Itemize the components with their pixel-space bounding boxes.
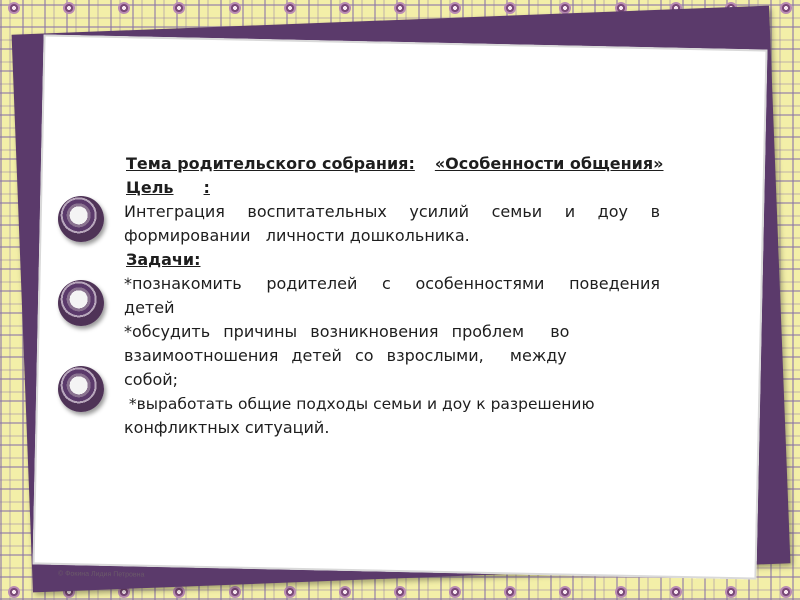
flower-icon xyxy=(780,586,792,598)
flower-icon xyxy=(394,2,406,14)
flower-icon xyxy=(559,586,571,598)
tasks-heading xyxy=(124,248,660,272)
flower-icon xyxy=(8,2,20,14)
flower-icon xyxy=(173,2,185,14)
task-2-line-1: *обсудить причины возникновения проблем во xyxy=(124,322,570,341)
task-2-line-3: собой; xyxy=(124,370,179,389)
flower-icon xyxy=(725,586,737,598)
task-1-line-2: детей xyxy=(124,298,175,317)
goal-label: Цель xyxy=(126,178,174,197)
topic-label: Тема родительского собрания: xyxy=(126,154,415,173)
task-3-line-2: конфликтных ситуаций. xyxy=(124,418,330,437)
flower-icon xyxy=(8,586,20,598)
ring-icon xyxy=(58,280,104,326)
flower-icon xyxy=(504,586,516,598)
flower-icon xyxy=(229,2,241,14)
goal-text-line-1: Интеграция воспитательных усилий семьи и доу в xyxy=(124,202,660,221)
flower-icon xyxy=(449,586,461,598)
flower-icon xyxy=(173,586,185,598)
goal-colon: : xyxy=(203,178,210,197)
task-1-line-1: *познакомить родителей с особенностями поведения xyxy=(124,274,660,293)
author-credit: © Фокина Лидия Петровна xyxy=(57,570,145,579)
flower-icon xyxy=(229,586,241,598)
flower-icon xyxy=(63,2,75,14)
flower-icon xyxy=(449,2,461,14)
flower-icon xyxy=(780,2,792,14)
ring-icon xyxy=(58,366,104,412)
tasks-label: Задачи: xyxy=(126,250,201,269)
task-3-line-1: *выработать общие подходы семьи и доу к разрешению xyxy=(124,395,595,413)
flower-icon xyxy=(615,586,627,598)
topic-value: «Особенности общения» xyxy=(434,154,664,173)
flower-icon xyxy=(284,586,296,598)
slide-content xyxy=(124,152,664,440)
flower-icon xyxy=(670,586,682,598)
flower-icon xyxy=(339,586,351,598)
goal-heading xyxy=(124,176,660,200)
topic-line xyxy=(124,152,664,176)
flower-icon xyxy=(559,2,571,14)
goal-text-line-2: формировании личности дошкольника. xyxy=(124,226,470,245)
ring-icon xyxy=(58,196,104,242)
flower-icon xyxy=(284,2,296,14)
flower-icon xyxy=(394,586,406,598)
flower-icon xyxy=(339,2,351,14)
flower-icon xyxy=(504,2,516,14)
flower-icon xyxy=(118,2,130,14)
task-2-line-2: взаимоотношения детей со взрослыми, между xyxy=(124,346,567,365)
